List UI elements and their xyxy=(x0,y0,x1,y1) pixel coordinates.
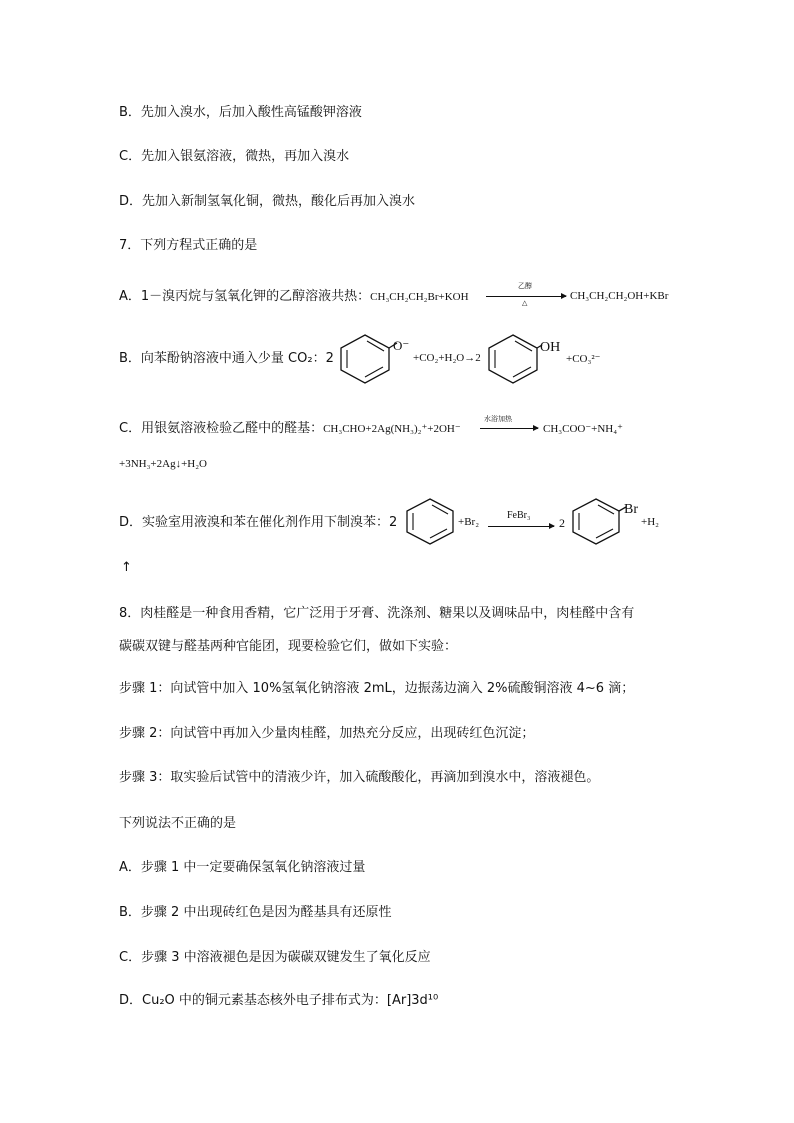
q7-option-c xyxy=(119,420,461,438)
q7c-continued: +3NH₃+2Ag↓+H₂O xyxy=(119,458,207,470)
q7d-mid: +Br₂ xyxy=(458,516,480,528)
q7c-condition: 水浴加热 xyxy=(484,415,512,423)
phenoxide-benzene-ring-icon xyxy=(336,333,394,383)
q7a-left: CH₃CH₂CH₂Br+KOH xyxy=(370,291,469,303)
q7d-up-arrow: ↑ xyxy=(121,560,132,575)
option-c-q6: C．先加入银氨溶液，微热，再加入溴水 xyxy=(119,149,350,164)
question-8-line1: 8．肉桂醛是一种食用香精，它广泛用于牙膏、洗涤剂、糖果以及调味品中，肉桂醛中含有 xyxy=(119,606,635,621)
q7b-end: +CO₃²⁻ xyxy=(566,353,601,365)
q7b-oxide: O⁻ xyxy=(393,338,410,353)
question-7: 7．下列方程式正确的是 xyxy=(119,238,258,253)
q7c-right: CH₃COO⁻+NH₄⁺ xyxy=(543,423,623,435)
q7b-text: B．向苯酚钠溶液中通入少量 CO₂：2 xyxy=(119,351,334,366)
question-8-ask: 下列说法不正确的是 xyxy=(119,816,237,831)
step-3: 步骤 3：取实验后试管中的清液少许，加入硫酸酸化，再滴加到溴水中，溶液褪色。 xyxy=(119,770,600,785)
question-8-line2: 碳碳双键与醛基两种官能团，现要检验它们，做如下实验： xyxy=(119,639,458,654)
q7a-text: A．1－溴丙烷与氢氧化钾的乙醇溶液共热： xyxy=(119,289,371,304)
q7d-condition: FeBr₃ xyxy=(507,510,531,521)
q7a-right: CH₃CH₂CH₂OH+KBr xyxy=(570,290,669,302)
option-b-q6: B．先加入溴水，后加入酸性高锰酸钾溶液 xyxy=(119,105,362,120)
q7b-hydroxyl: OH xyxy=(540,340,561,355)
q7-option-a xyxy=(119,288,469,306)
q8-option-a: A．步骤 1 中一定要确保氢氧化钠溶液过量 xyxy=(119,860,366,875)
q7d-bromine: Br xyxy=(624,502,638,517)
q7a-condition-top: 乙醇 xyxy=(518,282,532,290)
bromobenzene-ring-icon xyxy=(570,498,630,544)
phenol-benzene-ring-icon xyxy=(484,333,542,383)
q8-option-b: B．步骤 2 中出现砖红色是因为醛基具有还原性 xyxy=(119,905,392,920)
q7d-coefficient: 2 xyxy=(559,516,565,530)
q7-option-d xyxy=(119,514,397,532)
q7a-arrow xyxy=(486,296,566,297)
q7d-text: D．实验室用液溴和苯在催化剂作用下制溴苯：2 xyxy=(119,515,398,530)
q7d-end: +H₂ xyxy=(641,516,659,528)
step-1: 步骤 1：向试管中加入 10%氢氧化钠溶液 2mL，边振荡边滴入 2%硫酸铜溶液 4~6 滴； xyxy=(119,681,635,696)
q7d-arrow xyxy=(488,526,554,527)
benzene-ring-icon xyxy=(404,498,456,544)
q7b-mid: +CO₂+H₂O→2 xyxy=(413,352,481,364)
q7c-text: C．用银氨溶液检验乙醛中的醛基： xyxy=(119,421,324,436)
step-2: 步骤 2：向试管中再加入少量肉桂醛，加热充分反应，出现砖红色沉淀； xyxy=(119,726,535,741)
q8-option-d: D．Cu₂O 中的铜元素基态核外电子排布式为：[Ar]3d¹⁰ xyxy=(119,993,439,1008)
option-d-q6: D．先加入新制氢氧化铜，微热，酸化后再加入溴水 xyxy=(119,194,416,209)
q7a-condition-bottom: △ xyxy=(522,299,528,307)
q7c-arrow xyxy=(480,428,538,429)
q8-option-c: C．步骤 3 中溶液褪色是因为碳碳双键发生了氧化反应 xyxy=(119,950,431,965)
q7c-left: CH₃CHO+2Ag(NH₃)₂⁺+2OH⁻ xyxy=(323,423,461,435)
q7-option-b xyxy=(119,350,334,368)
